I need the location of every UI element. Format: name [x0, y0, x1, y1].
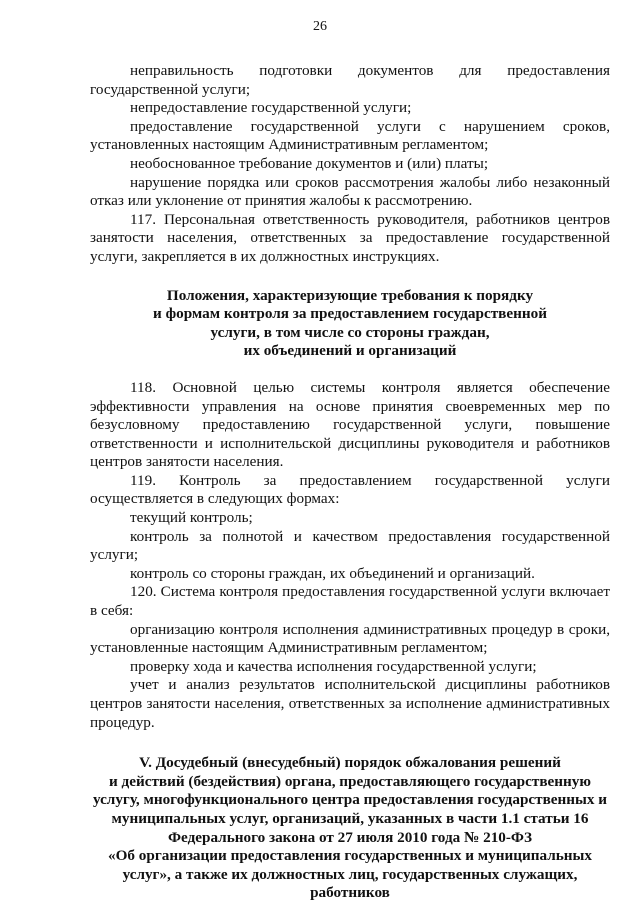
heading-line: работников — [310, 884, 390, 902]
heading-line: услуги, в том числе со стороны граждан, — [210, 323, 490, 341]
list-item: неправильность подготовки документов для предоставления государственной услуги; — [90, 62, 610, 98]
list-item: учет и анализ результатов исполнительской дисциплины работников центров занятости населения, ответственных за исполнение административных процедур. — [90, 676, 610, 731]
list-item: нарушение порядка или сроков рассмотрения жалобы либо незаконный отказ или уклонение от принятия жалобы к рассмотрению. — [90, 173, 610, 210]
list-item: проверку хода и качества исполнения государственной услуги; — [130, 657, 537, 675]
paragraph-118: 118. Основной целью системы контроля является обеспечение эффективности управления на основе принятия своевременных мер по безусловному предоставлению государственной услуги, повышение ответственности и исполнительской дисциплины руководителя и работников центров занятости населения. — [90, 378, 610, 471]
section-heading-appeal — [90, 754, 610, 903]
heading-line: их объединений и организаций — [243, 342, 457, 360]
heading-line: и действий (бездействия) органа, предоставляющего государственную — [109, 772, 591, 790]
section-heading-control — [90, 287, 610, 361]
heading-line: Положения, характеризующие требования к порядку — [166, 286, 534, 304]
paragraph-119: 119. Контроль за предоставлением государственной услуги осуществляется в следующих формах: — [90, 471, 610, 508]
list-item: предоставление государственной услуги с нарушением сроков, установленных настоящим Административным регламентом; — [90, 117, 610, 154]
heading-line: V. Досудебный (внесудебный) порядок обжалования решений — [139, 754, 561, 772]
heading-line: Федерального закона от 27 июля 2010 года № 210-ФЗ — [168, 828, 532, 846]
heading-line: «Об организации предоставления государственных и муниципальных — [108, 847, 592, 865]
paragraph-120: 120. Система контроля предоставления государственной услуги включает в себя: — [90, 583, 610, 620]
paragraph-117: 117. Персональная ответственность руководителя, работников центров занятости населения, ответственных за предоставление государственной услуги, закрепляется в их должностных инструкциях. — [90, 210, 610, 265]
page-number: 26 — [313, 19, 327, 34]
list-item: непредоставление государственной услуги; — [130, 99, 412, 117]
heading-line: и формам контроля за предоставлением государственной — [153, 305, 547, 323]
list-item: необоснованное требование документов и (или) платы; — [130, 154, 489, 172]
list-item: организацию контроля исполнения административных процедур в сроки, установленные настоящим Административным регламентом; — [90, 620, 610, 657]
page-content — [90, 62, 610, 903]
list-item: контроль за полнотой и качеством предоставления государственной услуги; — [90, 527, 610, 564]
list-item: текущий контроль; — [130, 509, 253, 527]
heading-line: муниципальных услуг, организаций, указанных в части 1.1 статьи 16 — [111, 809, 589, 827]
heading-line: услуг», а также их должностных лиц, государственных служащих, — [122, 865, 578, 883]
list-item: контроль со стороны граждан, их объединений и организаций. — [130, 564, 535, 582]
heading-line: услугу, многофункционального центра предоставления государственных и — [92, 791, 608, 809]
